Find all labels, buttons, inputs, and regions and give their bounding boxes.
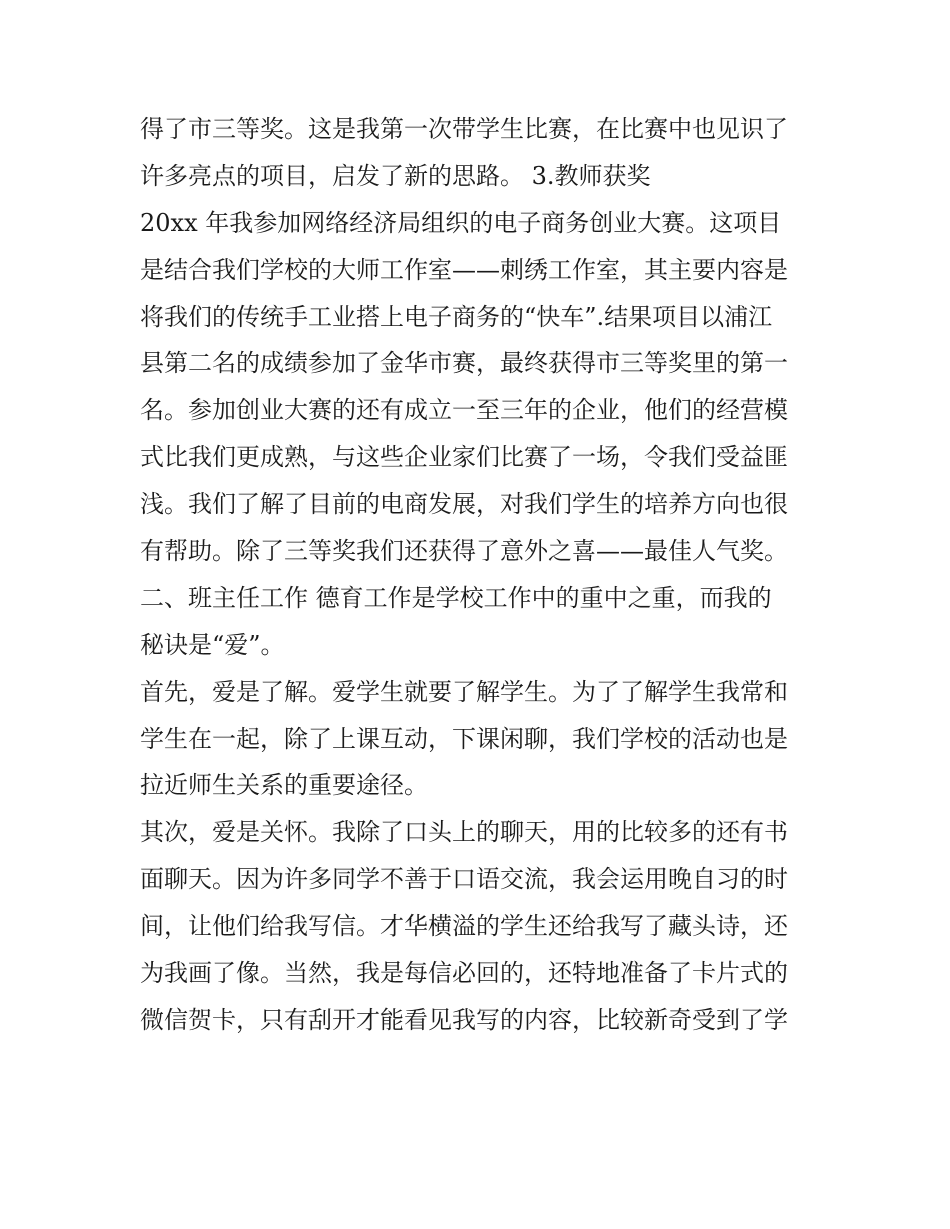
text-line: 式比我们更成熟，与这些企业家们比赛了一场，令我们受益匪 — [140, 443, 788, 472]
text-line: 是结合我们学校的大师工作室——刺绣工作室，其主要内容是 — [140, 255, 788, 284]
text-line: 间，让他们给我写信。才华横溢的学生还给我写了藏头诗，还 — [140, 912, 788, 941]
text-line: 二、班主任工作 德育工作是学校工作中的重中之重，而我的 — [140, 583, 772, 612]
text-line: 名。参加创业大赛的还有成立一至三年的企业，他们的经营模 — [140, 396, 788, 425]
text-line: 秘诀是“爱”。 — [140, 630, 285, 659]
text-line: 首先，爱是了解。爱学生就要了解学生。为了了解学生我常和 — [140, 677, 788, 706]
text-line: 拉近师生关系的重要途径。 — [140, 771, 428, 800]
text-line: 得了市三等奖。这是我第一次带学生比赛，在比赛中也见识了 — [140, 115, 788, 143]
body-text — [140, 106, 820, 1044]
text-line: 许多亮点的项目，启发了新的思路。 3.教师获奖 — [140, 161, 651, 190]
text-line: 其次，爱是关怀。我除了口头上的聊天，用的比较多的还有书 — [140, 818, 788, 847]
text-line: 为我画了像。当然，我是每信必回的，还特地准备了卡片式的 — [140, 959, 788, 988]
text-line: 县第二名的成绩参加了金华市赛，最终获得市三等奖里的第一 — [140, 349, 788, 378]
text-line: 20xx 年我参加网络经济局组织的电子商务创业大赛。这项目 — [140, 208, 782, 237]
text-line: 面聊天。因为许多同学不善于口语交流，我会运用晚自习的时 — [140, 865, 788, 894]
text-line: 学生在一起，除了上课互动，下课闲聊，我们学校的活动也是 — [140, 724, 788, 753]
text-line: 有帮助。除了三等奖我们还获得了意外之喜——最佳人气奖。 — [140, 537, 788, 566]
text-line: 将我们的传统手工业搭上电子商务的“快车”.结果项目以浦江 — [140, 302, 773, 331]
text-line: 浅。我们了解了目前的电商发展，对我们学生的培养方向也很 — [140, 490, 788, 519]
text-line: 微信贺卡，只有刮开才能看见我写的内容，比较新奇受到了学 — [140, 1005, 788, 1034]
